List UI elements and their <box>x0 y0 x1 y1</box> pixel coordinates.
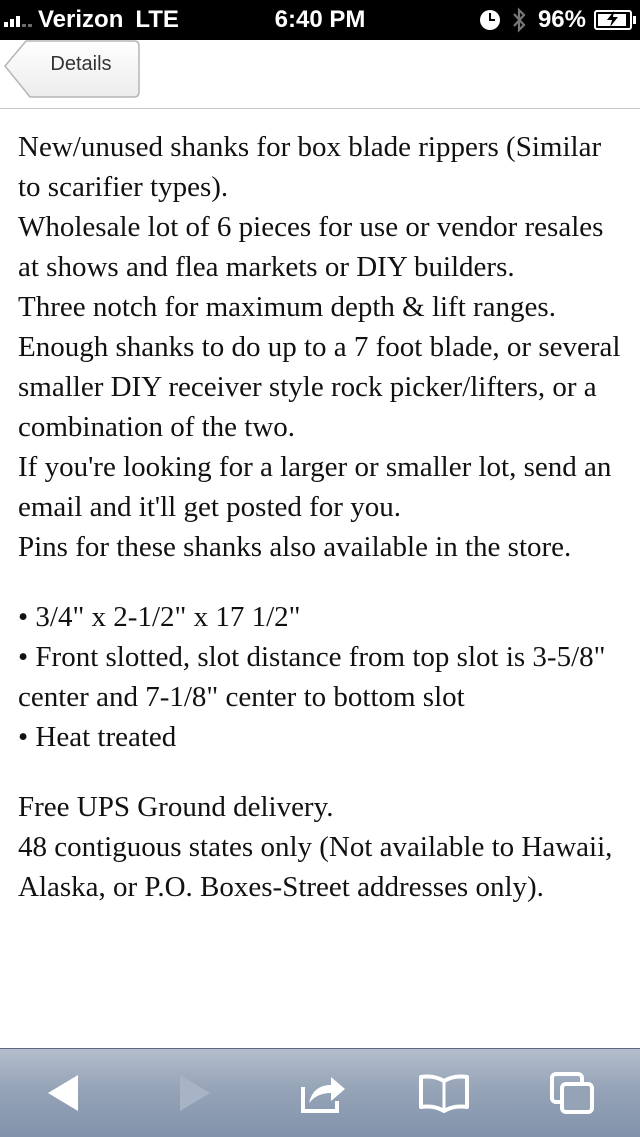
carrier-name: Verizon <box>38 6 124 33</box>
listing-description <box>18 127 622 907</box>
battery-icon <box>594 10 632 30</box>
spec-item: • Heat treated <box>18 721 177 753</box>
status-bar <box>0 0 640 40</box>
status-time: 6:40 PM <box>274 6 366 33</box>
spec-item: • Front slotted, slot distance from top slot is 3-5/8" center and 7-1/8" center to bottom slot <box>18 641 606 713</box>
description-line: New/unused shanks for box blade rippers (Similar to scarifier types). <box>18 131 602 203</box>
clock-icon <box>480 10 500 30</box>
description-line: If you're looking for a larger or smaller lot, send an email and it'll get posted for you. <box>18 451 612 523</box>
description-line: Pins for these shanks also available in the store. <box>18 531 572 563</box>
share-icon[interactable] <box>294 1069 354 1117</box>
forward-arrow-icon[interactable] <box>164 1069 224 1117</box>
battery-percent: 96% <box>537 6 586 33</box>
bluetooth-icon <box>512 7 526 33</box>
tabs-icon[interactable] <box>542 1069 602 1117</box>
network-type: LTE <box>135 6 179 33</box>
description-line: Three notch for maximum depth & lift ranges. <box>18 291 556 323</box>
description-line: Enough shanks to do up to a 7 foot blade, or several smaller DIY receiver style rock picker/lifters, or a combination of the two. <box>18 331 621 443</box>
shipping-line: Free UPS Ground delivery. <box>18 791 334 823</box>
status-right <box>480 0 632 40</box>
shipping-line: 48 contiguous states only (Not available to Hawaii, Alaska, or P.O. Boxes-Street addresses only). <box>18 831 613 903</box>
browser-toolbar <box>0 1048 640 1137</box>
nav-bar <box>0 40 640 109</box>
description-line: Wholesale lot of 6 pieces for use or vendor resales at shows and flea markets or DIY builders. <box>18 211 604 283</box>
bookmarks-icon[interactable] <box>414 1069 474 1117</box>
back-button[interactable] <box>4 40 140 98</box>
back-arrow-icon[interactable] <box>34 1069 94 1117</box>
back-button-label: Details <box>50 53 112 75</box>
spec-item: • 3/4" x 2-1/2" x 17 1/2" <box>18 601 301 633</box>
